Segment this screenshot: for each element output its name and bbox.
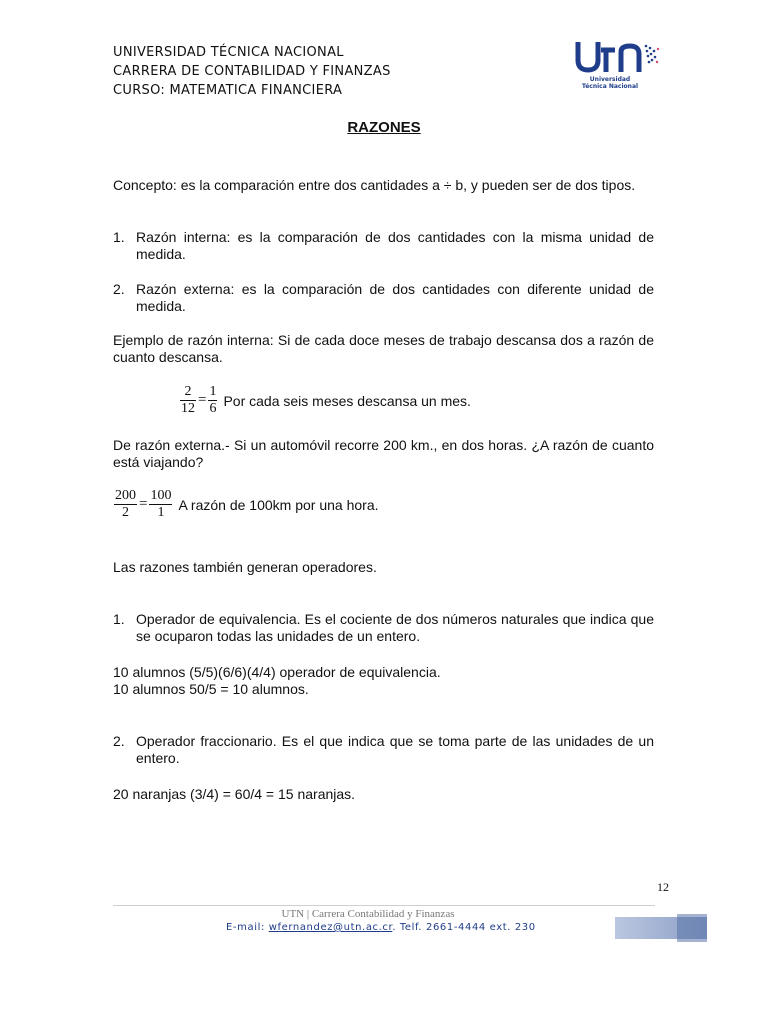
- denominator: 1: [157, 505, 165, 520]
- document-header: [113, 43, 391, 100]
- list-text: Razón externa: es la comparación de dos cantidades con diferente unidad de medida.: [136, 281, 654, 314]
- list-number: 1.: [113, 611, 125, 627]
- list-text: Razón interna: es la comparación de dos cantidades con la misma unidad de medida.: [136, 229, 654, 262]
- footer-divider: [113, 905, 655, 906]
- list-text: Operador fraccionario. Es el que indica que se toma parte de las unidades de un entero.: [136, 733, 654, 766]
- footer-contact: [226, 922, 536, 933]
- ejemplo-externa-paragraph: De razón externa.- Si un automóvil recorre 200 km., en dos horas. ¿A razón de cuanto está viajando?: [113, 437, 654, 470]
- list-number: 2.: [113, 281, 125, 297]
- list-number: 2.: [113, 733, 125, 749]
- numerator: 1: [209, 384, 217, 399]
- op1-example-2: 10 alumnos 50/5 = 10 alumnos.: [113, 681, 309, 697]
- operadores-intro: Las razones también generan operadores.: [113, 559, 377, 575]
- formula-description: Por cada seis meses descansa un mes.: [223, 392, 471, 409]
- footer-decoration: [615, 914, 707, 942]
- denominator: 6: [209, 401, 217, 416]
- list-number: 1.: [113, 229, 125, 245]
- fraction-right: [149, 488, 172, 521]
- header-university: UNIVERSIDAD TÉCNICA NACIONAL: [113, 45, 344, 60]
- footer-title: UTN | Carrera Contabilidad y Finanzas: [281, 908, 455, 920]
- email-link[interactable]: wfernandez@utn.ac.cr: [268, 922, 393, 933]
- formula-description: A razón de 100km por una hora.: [178, 496, 379, 513]
- footer-phone: . Telf. 2661-4444 ext. 230: [392, 922, 536, 933]
- formula-razon-interna: [180, 384, 471, 417]
- header-career: CARRERA DE CONTABILIDAD Y FINANZAS: [113, 64, 391, 79]
- footer-email-label: E-mail:: [226, 922, 269, 933]
- denominator: 2: [122, 505, 129, 520]
- fraction-left: [114, 488, 137, 521]
- list-text: Operador de equivalencia. Es el cociente de dos números naturales que indica que se ocuparon todas las unidades de un entero.: [136, 611, 654, 644]
- op2-example: 20 naranjas (3/4) = 60/4 = 15 naranjas.: [113, 786, 356, 802]
- logo-caption-2: Técnica Nacional: [581, 83, 639, 90]
- numerator: 200: [115, 488, 136, 503]
- numerator: 100: [150, 488, 172, 503]
- utn-logo: [570, 34, 660, 94]
- logo-caption-1: Universidad: [589, 76, 631, 83]
- page-number: 12: [657, 880, 669, 894]
- equals-sign: =: [198, 392, 207, 408]
- fraction-right: [208, 384, 217, 417]
- header-course: CURSO: MATEMATICA FINANCIERA: [113, 83, 343, 98]
- ejemplo-interna-paragraph: Ejemplo de razón interna: Si de cada doce meses de trabajo descansa dos a razón de cuanto descansa.: [113, 332, 654, 365]
- concepto-paragraph: Concepto: es la comparación entre dos cantidades a ÷ b, y pueden ser de dos tipos.: [113, 177, 636, 193]
- denominator: 12: [181, 401, 195, 416]
- formula-razon-externa: [114, 488, 379, 521]
- page-title: RAZONES: [347, 119, 421, 136]
- op1-example-1: 10 alumnos (5/5)(6/6)(4/4) operador de equivalencia.: [113, 664, 441, 680]
- equals-sign: =: [139, 496, 148, 512]
- numerator: 2: [180, 384, 196, 401]
- fraction-left: [180, 384, 196, 417]
